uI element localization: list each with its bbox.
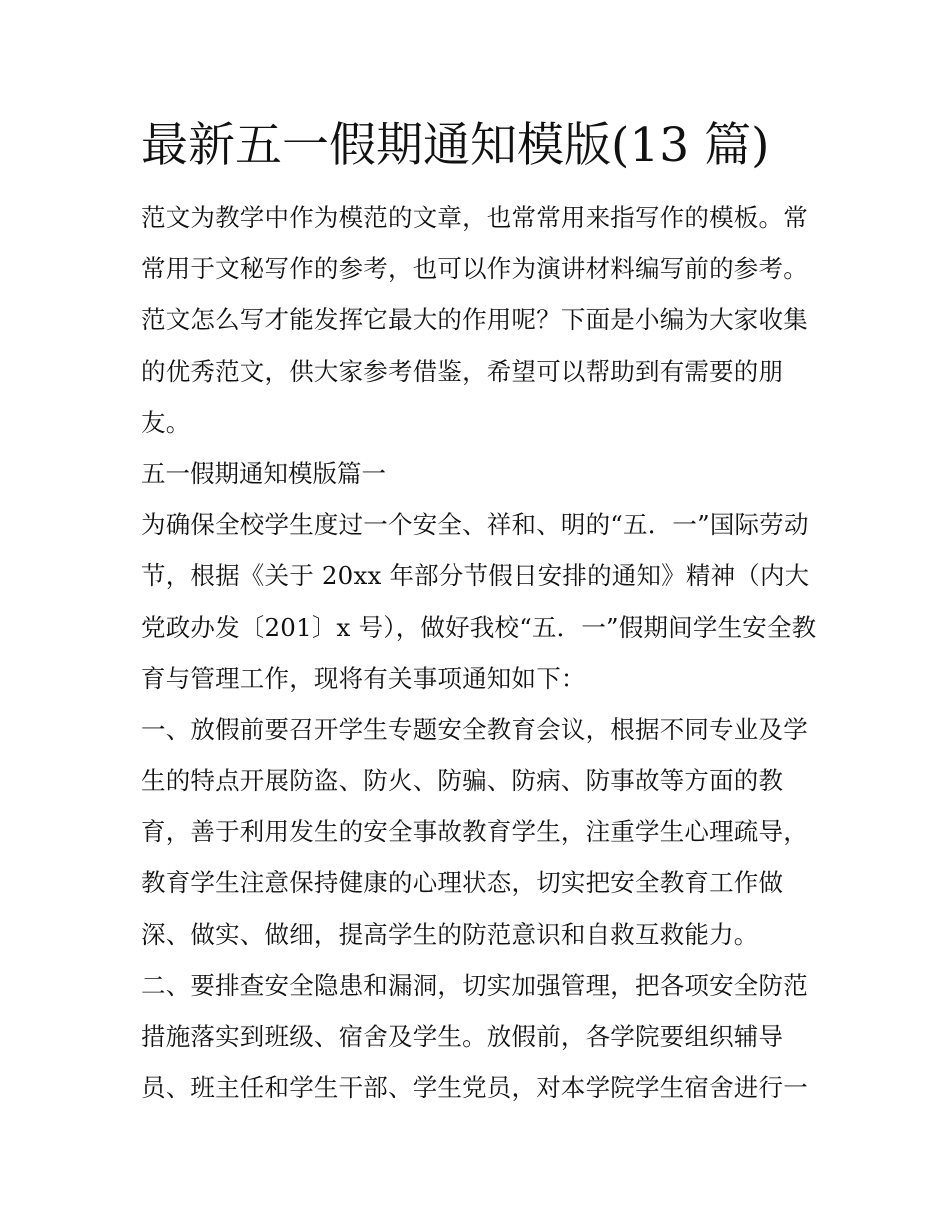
text-line: 范文为教学中作为模范的文章，也常常用来指写作的模板。常 — [141, 203, 808, 232]
text-line: 措施落实到班级、宿舍及学生。放假前，各学院要组织辅导 — [141, 1022, 784, 1052]
text-line: 育与管理工作，现将有关事项通知如下： — [141, 663, 586, 693]
text-line: 育，善于利用发生的安全事故教育学生，注重学生心理疏导， — [141, 817, 808, 847]
notice-paragraph-3 — [141, 960, 813, 1114]
text-line: 的优秀范文，供大家参考借鉴，希望可以帮助到有需要的朋 — [141, 356, 784, 386]
text-line: 员、班主任和学生干部、学生党员，对本学院学生宿舍进行一 — [141, 1073, 808, 1103]
notice-paragraph-2 — [141, 704, 813, 960]
text-line: 常用于文秘写作的参考，也可以作为演讲材料编写前的参考。 — [141, 254, 808, 284]
document-page — [141, 108, 817, 1113]
section-heading: 五一假期通知模版篇一 — [141, 458, 386, 488]
text-line: 二、要排查安全隐患和漏洞，切实加强管理，把各项安全防范 — [141, 970, 808, 1000]
text-line: 节，根据《关于 20xx 年部分节假日安排的通知》精神（内大 — [141, 561, 810, 591]
text-line: 为确保全校学生度过一个安全、祥和、明的“五．一”国际劳动 — [141, 510, 809, 540]
text-line: 范文怎么写才能发挥它最大的作用呢？下面是小编为大家收集 — [141, 305, 808, 335]
text-line: 一、放假前要召开学生专题安全教育会议，根据不同专业及学 — [141, 714, 808, 744]
text-line: 友。 — [141, 407, 191, 437]
notice-paragraph-1 — [141, 499, 817, 704]
text-line: 深、做实、做细，提高学生的防范意识和自救互救能力。 — [141, 919, 759, 949]
text-line: 生的特点开展防盗、防火、防骗、防病、防事故等方面的教 — [141, 766, 784, 796]
intro-paragraph — [141, 192, 813, 448]
document-title: 最新五一假期通知模版(13 篇) — [141, 118, 770, 173]
text-line: 党政办发〔201〕x 号），做好我校“五．一”假期间学生安全教 — [141, 612, 817, 642]
text-line: 教育学生注意保持健康的心理状态，切实把安全教育工作做 — [141, 868, 784, 898]
